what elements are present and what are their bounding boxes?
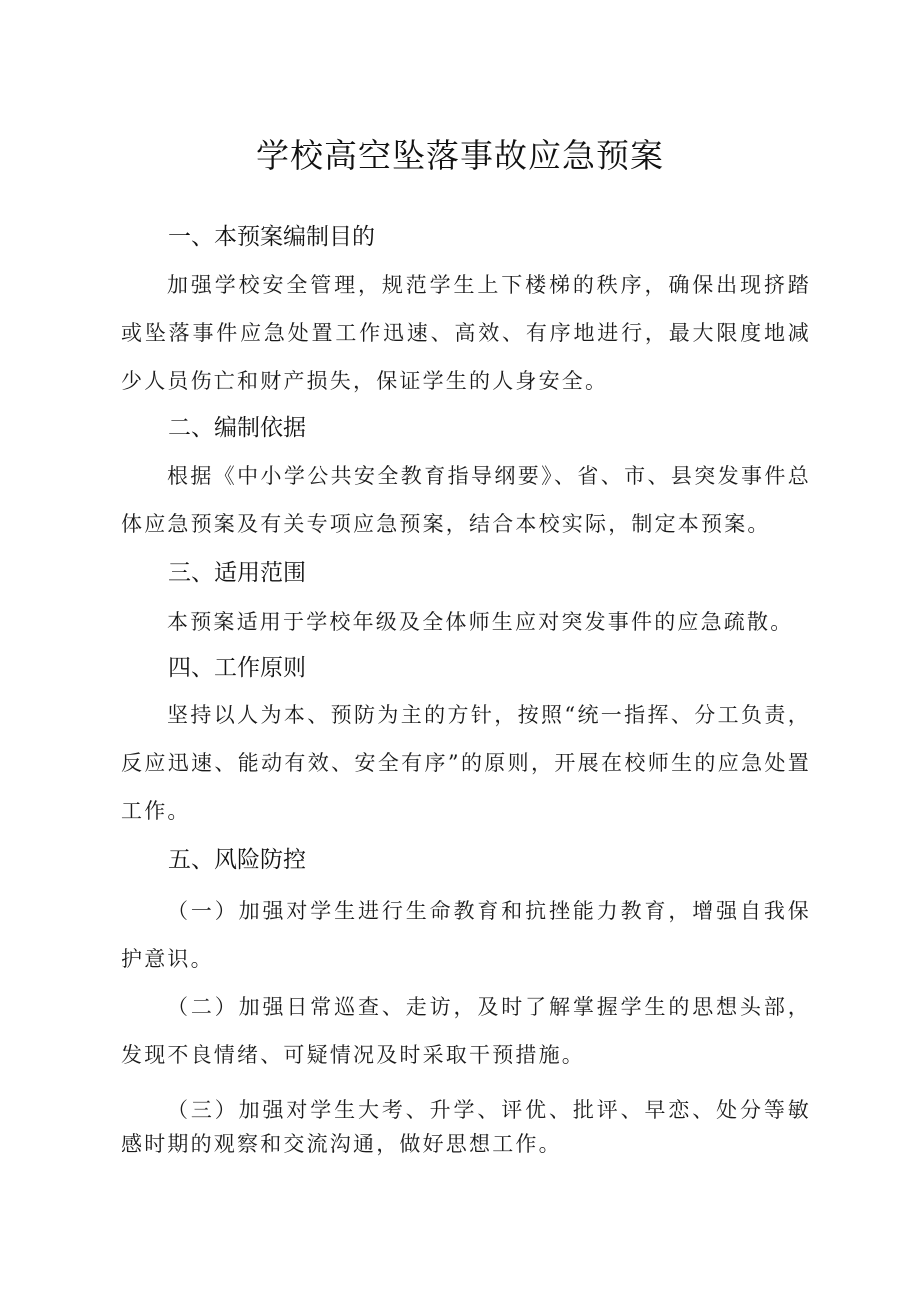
section-body-purpose: 加强学校安全管理，规范学生上下楼梯的秩序，确保出现挤踏或坠落事件应急处置工作迅速、高效、有序地进行，最大限度地减少人员伤亡和财产损失，保证学生的人身安全。 — [121, 273, 811, 393]
section-heading-principles: 四、工作原则 — [168, 655, 306, 681]
section-body-basis: 根据《中小学公共安全教育指导纲要》、省、市、县突发事件总体应急预案及有关专项应急预案，结合本校实际，制定本预案。 — [121, 464, 811, 536]
section-heading-risk-control: 五、风险防控 — [168, 847, 306, 873]
page-title: 学校高空坠落事故应急预案 — [256, 136, 664, 175]
section-heading-purpose: 一、本预案编制目的 — [168, 224, 375, 250]
section-heading-basis: 二、编制依据 — [168, 415, 306, 441]
risk-control-item-1: （一）加强对学生进行生命教育和抗挫能力教育，增强自我保护意识。 — [121, 899, 811, 971]
section-heading-scope: 三、适用范围 — [168, 560, 306, 586]
section-body-principles: 坚持以人为本、预防为主的方针，按照“统一指挥、分工负责，反应迅速、能动有效、安全有序”的原则，开展在校师生的应急处置工作。 — [121, 703, 811, 823]
risk-control-item-2: （二）加强日常巡查、走访，及时了解掌握学生的思想头部，发现不良情绪、可疑情况及时采取干预措施。 — [121, 995, 811, 1067]
section-body-scope: 本预案适用于学校年级及全体师生应对突发事件的应急疏散。 — [167, 610, 794, 634]
risk-control-item-3: （三）加强对学生大考、升学、评优、批评、早恋、处分等敏感时期的观察和交流沟通，做好思想工作。 — [121, 1098, 811, 1156]
